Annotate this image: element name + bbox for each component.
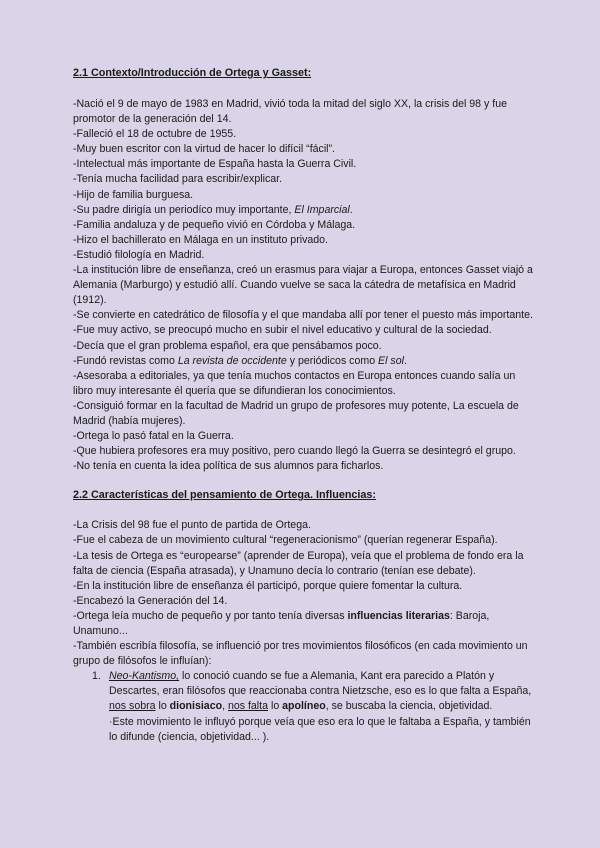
paragraph: -Tenía mucha facilidad para escribir/explicar.: [73, 173, 283, 186]
paragraph: -Que hubiera profesores era muy positivo, pero cuando llegó la Guerra se desintegró el grupo.: [73, 445, 516, 458]
paragraph: -Asesoraba a editoriales, ya que tenía muchos contactos en Europa entonces cuando salía un libro muy interesante él quería que se difundieran los conocimientos.: [73, 369, 516, 397]
paragraph: -La institución libre de enseñanza, creó un erasmus para viajar a Europa, entonces Gasset viajó a Alemania (Marburgo) y estudió allí. Cuando vuelve se saca la cátedra de metafísica en Madrid (1912).: [73, 264, 533, 307]
text: lo: [155, 700, 170, 713]
text: .: [403, 354, 407, 367]
text: lo: [268, 700, 283, 713]
text: -Fundó revistas como: [73, 354, 178, 367]
text: .: [349, 203, 353, 216]
paragraph: -Familia andaluza y de pequeño vivió en Córdoba y Málaga.: [73, 218, 356, 231]
paragraph: -Falleció el 18 de octubre de 1955.: [73, 128, 237, 141]
paragraph: -Fue muy activo, se preocupó mucho en subir el nivel educativo y cultural de la sociedad.: [73, 324, 492, 337]
sub-paragraph: ·Este movimiento le influyó porque veía que eso era lo que le faltaba a España, y también lo difunde (ciencia, objetividad... ).: [109, 715, 531, 743]
term-neo-kantismo: Neo-Kantismo,: [109, 670, 180, 683]
text: lo conoció cuando se fue a Alemania, Kant era parecido a Platón y Descartes, eran filósofos que reaccionaba contra Nietzsche, eso es lo que falta a España,: [109, 670, 532, 698]
paragraph-literarias: [73, 609, 533, 639]
underlined-text: nos falta: [227, 700, 269, 713]
text: y periódicos como: [286, 354, 379, 367]
text: : Baroja, Unamuno...: [73, 609, 490, 637]
paragraph: -En la institución libre de enseñanza él participó, porque quiere fomentar la cultura.: [73, 579, 463, 592]
bold-term: apolíneo: [282, 700, 326, 713]
paragraph: -Nació el 9 de mayo de 1983 en Madrid, vivió toda la mitad del siglo XX, la crisis del 98 y fue promotor de la generación del 14.: [73, 98, 507, 126]
paragraph: -La Crisis del 98 fue el punto de partida de Ortega.: [73, 519, 311, 532]
section-1-title: 2.1 Contexto/Introducción de Ortega y Gasset:: [73, 67, 312, 79]
numbered-list: [73, 669, 533, 744]
paragraph: -No tenía en cuenta la idea política de sus alumnos para ficharlos.: [73, 460, 384, 473]
document-content: [73, 66, 533, 745]
magazine-title: La revista de occidente: [177, 354, 287, 367]
paragraph: -Encabezó la Generación del 14.: [73, 594, 228, 607]
paragraph-padre: [73, 203, 533, 218]
paragraph: -Fue el cabeza de un movimiento cultural “regeneracionismo” (querían regenerar España).: [73, 534, 498, 547]
paragraph: -La tesis de Ortega es “europearse” (aprender de Europa), veía que el problema de fondo era la falta de ciencia (España atrasada), y Unamuno decía lo contrario (tenían ese debate).: [73, 549, 524, 577]
text: , se buscaba la ciencia, objetividad.: [325, 700, 493, 713]
text: ,: [222, 700, 228, 713]
paragraph: -También escribía filosofía, se influenció por tres movimientos filosóficos (en cada movimiento un grupo de filósofos le influían):: [73, 640, 528, 668]
paragraph: -Intelectual más importante de España hasta la Guerra Civil.: [73, 158, 357, 171]
bold-term: influencias literarias: [347, 609, 450, 622]
newspaper-title: El sol: [378, 354, 404, 367]
newspaper-title: El Imparcial: [294, 203, 350, 216]
paragraph: -Hijo de familia burguesa.: [73, 188, 194, 201]
paragraph: -Se convierte en catedrático de filosofía y el que mandaba allí por tener el puesto más importante.: [73, 309, 533, 322]
list-item-body: [109, 669, 533, 714]
section-2-title: 2.2 Características del pensamiento de Ortega. Influencias:: [73, 489, 377, 502]
paragraph-revistas: [73, 354, 533, 369]
list-number: 1.: [92, 670, 101, 683]
bold-term: dionisiaco: [169, 700, 223, 713]
list-item: [73, 669, 533, 714]
underlined-text: nos sobra: [109, 700, 156, 713]
paragraph: -Estudió filología en Madrid.: [73, 248, 205, 261]
paragraph: -Ortega lo pasó fatal en la Guerra.: [73, 430, 234, 443]
paragraph: -Muy buen escritor con la virtud de hacer lo difícil “fácil”.: [73, 143, 336, 156]
paragraph: -Decía que el gran problema español, era que pensábamos poco.: [73, 339, 382, 352]
paragraph: -Consiguió formar en la facultad de Madrid un grupo de profesores muy potente, La escuela de Madrid (había mujeres).: [73, 399, 519, 427]
text: -Su padre dirigía un periodíco muy importante,: [73, 203, 295, 216]
text: -Ortega leía mucho de pequeño y por tanto tenía diversas: [73, 609, 348, 622]
paragraph: -Hizo el bachillerato en Málaga en un instituto privado.: [73, 233, 328, 246]
